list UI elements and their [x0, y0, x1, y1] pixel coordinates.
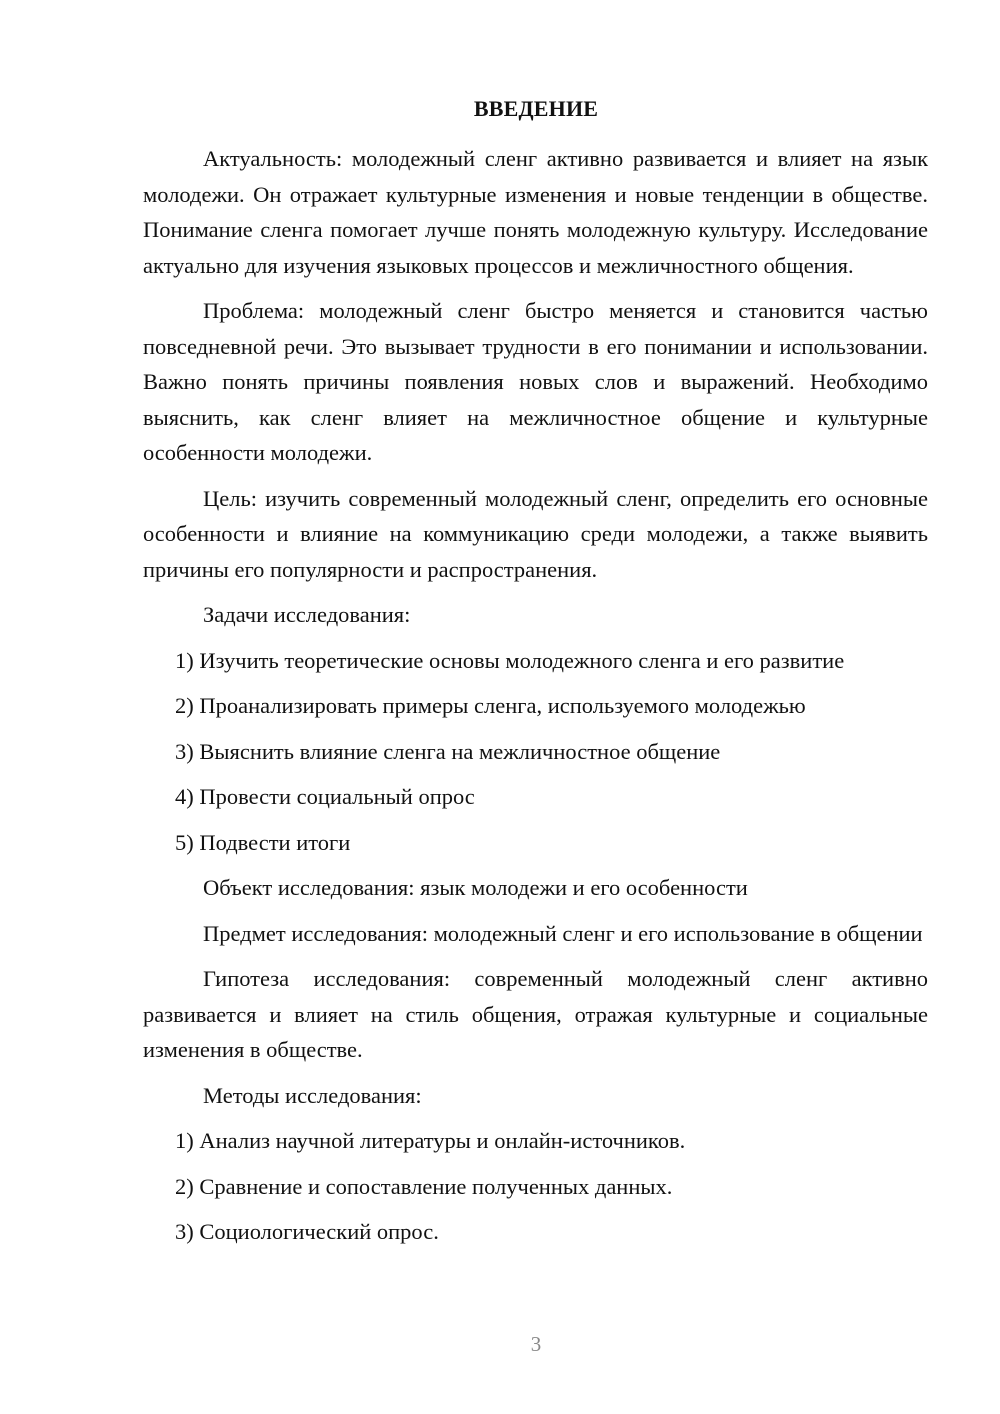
paragraph-relevance: Актуальность: молодежный сленг активно развивается и влияет на язык молодежи. Он отражает культурные изменения и новые тенденции в обществе. Понимание сленга помогает лучше понять молодежную культуру. Исследование актуально для изучения языковых процессов и межличностного общения.	[143, 146, 928, 278]
paragraph-object: Объект исследования: язык молодежи и его особенности	[203, 875, 748, 900]
list-item-task-5: 5) Подвести итоги	[175, 829, 351, 855]
list-item-method-2: 2) Сравнение и сопоставление полученных данных.	[175, 1173, 673, 1199]
list-item-method-1: 1) Анализ научной литературы и онлайн-источников.	[175, 1128, 686, 1153]
list-item-task-3: 3) Выяснить влияние сленга на межличностное общение	[175, 738, 721, 764]
list-item-task-1: 1) Изучить теоретические основы молодежного сленга и его развитие	[175, 647, 845, 673]
list-item-method-3: 3) Социологический опрос.	[175, 1219, 439, 1244]
methods-list	[143, 1123, 928, 1250]
document-body	[143, 141, 928, 1260]
paragraph-subject: Предмет исследования: молодежный сленг и его использование в общении	[203, 920, 923, 946]
tasks-list	[143, 643, 928, 861]
paragraph-hypothesis: Гипотеза исследования: современный молодежный сленг активно развивается и влияет на стиль общения, отражая культурные и социальные изменения в обществе.	[143, 966, 928, 1062]
list-item-task-2: 2) Проанализировать примеры сленга, используемого молодежью	[175, 693, 806, 718]
tasks-heading: Задачи исследования:	[203, 602, 411, 627]
methods-heading: Методы исследования:	[203, 1082, 422, 1108]
paragraph-goal: Цель: изучить современный молодежный сленг, определить его основные особенности и влияние на коммуникацию среди молодежи, а также выявить причины его популярности и распространения.	[143, 485, 928, 582]
page-title: ВВЕДЕНИЕ	[473, 96, 599, 121]
paragraph-problem: Проблема: молодежный сленг быстро меняется и становится частью повседневной речи. Это вызывает трудности в его понимании и использовании. Важно понять причины появления новых слов и выражений. Необходимо выяснить, как сленг влияет на межличностное общение и культурные особенности молодежи.	[143, 298, 928, 465]
page-number: 3	[530, 1332, 542, 1356]
list-item-task-4: 4) Провести социальный опрос	[175, 784, 475, 809]
